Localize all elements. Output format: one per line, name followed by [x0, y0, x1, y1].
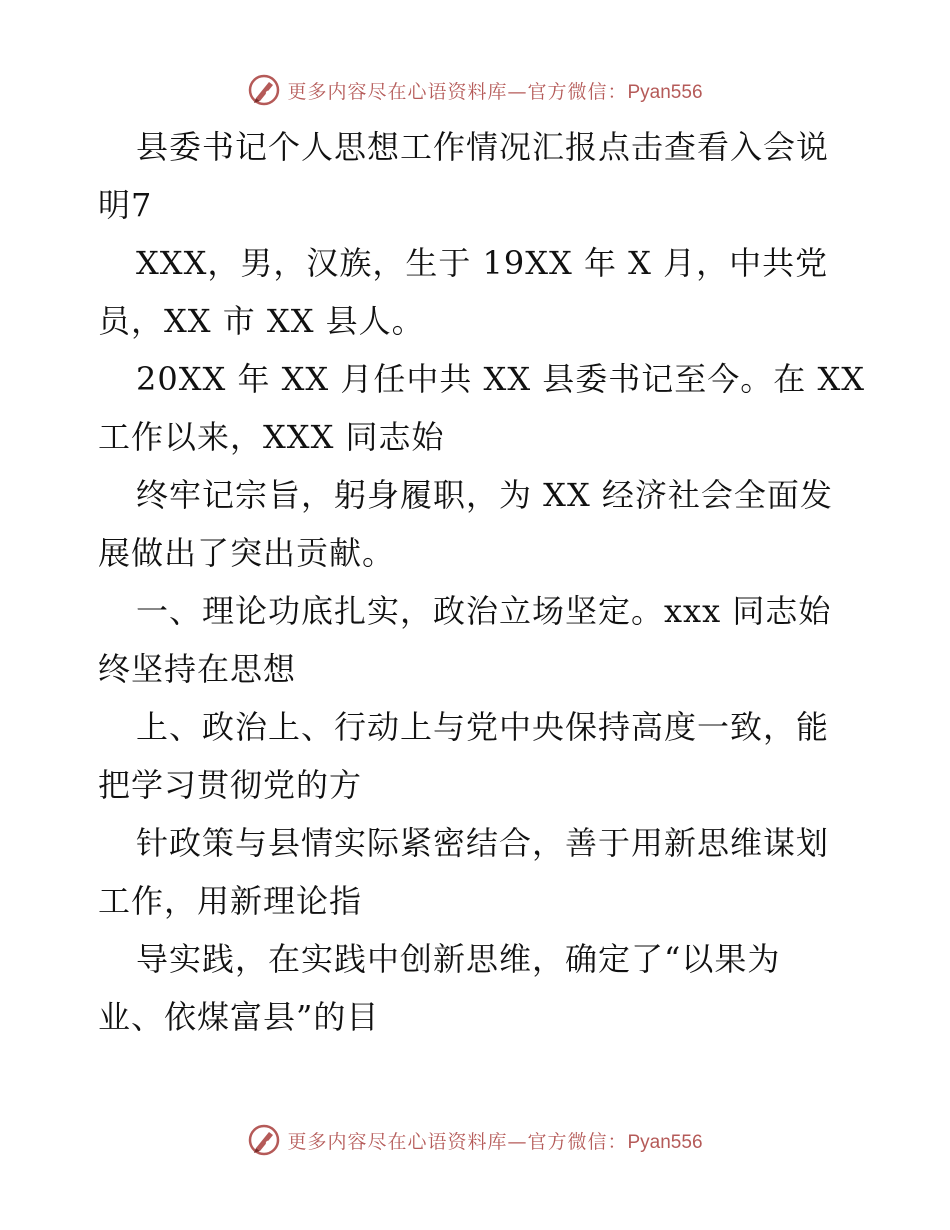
footer-banner-text [287, 1127, 702, 1154]
paragraph-line: 明7 [98, 186, 153, 224]
paragraph-line: 工作以来，XXX 同志始 [98, 418, 445, 456]
paragraph [98, 234, 852, 350]
paragraph-line: 工作，用新理论指 [98, 882, 363, 920]
pen-logo-icon [247, 1123, 281, 1157]
paragraph-line: 终坚持在思想 [98, 650, 297, 688]
paragraph [98, 350, 866, 466]
header-banner-text-cn: 更多内容尽在心语资料库—官方微信： [287, 80, 628, 103]
paragraph-line: XXX，男，汉族，生于 19XX 年 X 月，中共党 [136, 244, 829, 282]
footer-banner-text-cn: 更多内容尽在心语资料库—官方微信： [287, 1130, 628, 1153]
paragraph [98, 930, 852, 1046]
header-banner-wechat-id: Pyan556 [627, 81, 703, 103]
footer-banner-wechat-id: Pyan556 [627, 1131, 703, 1153]
paragraph-line: 展做出了突出贡献。 [98, 534, 396, 572]
paragraph-line: 导实践，在实践中创新思维，确定了“以果为 [136, 940, 781, 978]
header-banner-text [287, 77, 702, 104]
document-body [98, 118, 866, 1046]
paragraph-line: 县委书记个人思想工作情况汇报点击查看入会说 [136, 128, 830, 166]
paragraph [98, 582, 852, 698]
paragraph-line: 针政策与县情实际紧密结合，善于用新思维谋划 [136, 824, 830, 862]
paragraph [98, 118, 852, 234]
paragraph-line: 20XX 年 XX 月任中共 XX 县委书记至今。在 XX [136, 360, 866, 398]
pen-logo-icon [247, 73, 281, 107]
paragraph-line: 把学习贯彻党的方 [98, 766, 363, 804]
paragraph-line: 一、理论功底扎实，政治立场坚定。xxx 同志始 [136, 592, 832, 630]
paragraph [98, 698, 852, 814]
paragraph-line: 终牢记宗旨，躬身履职，为 XX 经济社会全面发 [136, 476, 833, 514]
header-banner [0, 70, 950, 110]
footer-banner [0, 1120, 950, 1160]
paragraph-line: 上、政治上、行动上与党中央保持高度一致，能 [136, 708, 830, 746]
paragraph-line: 业、依煤富县”的目 [98, 998, 380, 1036]
paragraph-line: 员，XX 市 XX 县人。 [98, 302, 425, 340]
paragraph [98, 466, 852, 582]
paragraph [98, 814, 852, 930]
